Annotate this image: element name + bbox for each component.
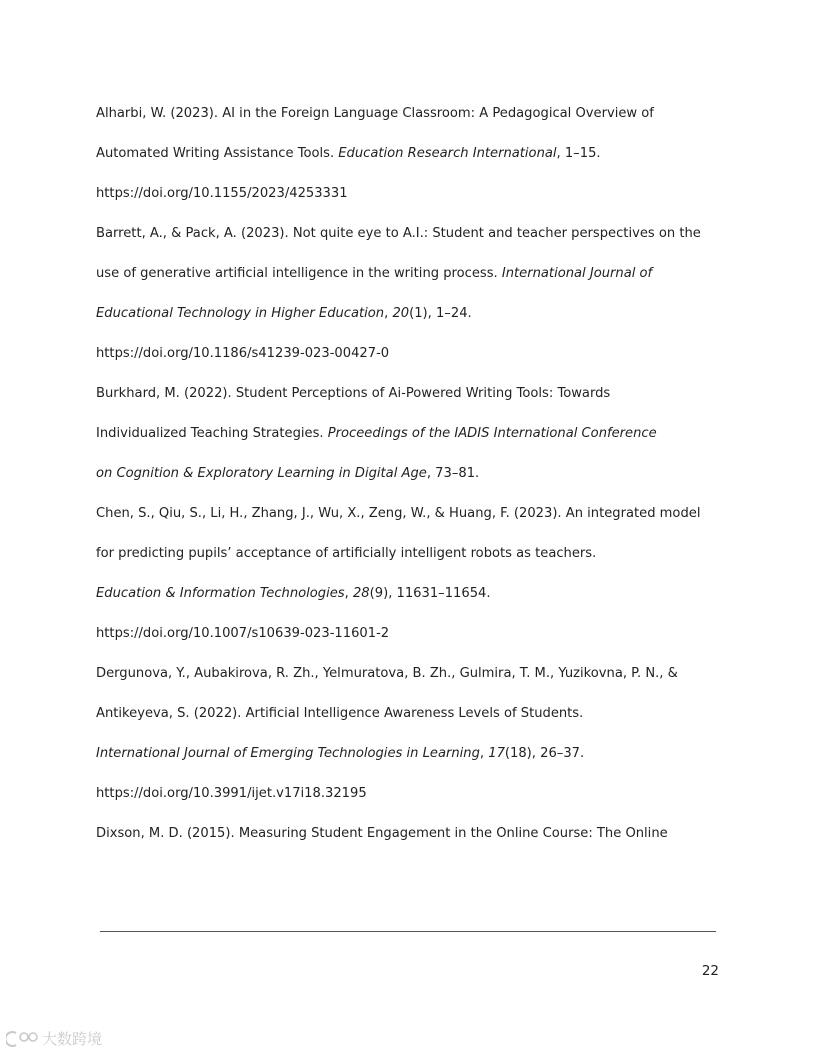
reference-italic-text: 20 xyxy=(392,306,410,321)
watermark xyxy=(6,1028,102,1049)
reference-text: Alharbi, W. (2023). AI in the Foreign Language Classroom: A Pedagogical Overview of xyxy=(96,106,654,121)
reference-line xyxy=(96,374,720,414)
reference-line xyxy=(96,294,720,334)
reference-text: https://doi.org/10.1186/s41239-023-00427-0 xyxy=(96,346,390,361)
reference-line xyxy=(96,574,720,614)
reference-line xyxy=(96,134,720,174)
reference-text: Individualized Teaching Strategies. xyxy=(96,426,328,441)
reference-italic-text: Proceedings of the IADIS International Conference xyxy=(327,426,657,441)
reference-line xyxy=(96,254,720,294)
reference-italic-text: Education Research International xyxy=(338,146,557,161)
reference-italic-text: Education & Information Technologies xyxy=(96,586,345,601)
reference-line xyxy=(96,734,720,774)
reference-line xyxy=(96,454,720,494)
reference-text: , 1–15. xyxy=(556,146,601,161)
reference-line xyxy=(96,614,720,654)
watermark-logo-icon xyxy=(6,1029,40,1049)
reference-italic-text: Educational Technology in Higher Education xyxy=(96,306,385,321)
page-number: 22 xyxy=(701,963,719,979)
reference-line xyxy=(96,494,720,534)
reference-text: (18), 26–37. xyxy=(504,746,585,761)
reference-italic-text: 17 xyxy=(488,746,505,761)
reference-line xyxy=(96,534,720,574)
reference-italic-text: International Journal of xyxy=(501,266,653,281)
reference-text: https://doi.org/10.3991/ijet.v17i18.32195 xyxy=(96,786,367,801)
watermark-text: 大数跨境 xyxy=(42,1030,103,1048)
reference-line xyxy=(96,774,720,814)
reference-text: https://doi.org/10.1155/2023/4253331 xyxy=(96,186,348,201)
reference-text: Dixson, M. D. (2015). Measuring Student Engagement in the Online Course: The Online xyxy=(96,826,668,841)
reference-entry xyxy=(96,494,720,654)
reference-entry xyxy=(96,94,720,214)
reference-entry xyxy=(96,374,720,494)
reference-line xyxy=(96,654,720,694)
reference-line xyxy=(96,694,720,734)
reference-line xyxy=(96,174,720,214)
reference-list xyxy=(96,94,720,854)
reference-line xyxy=(96,214,720,254)
reference-entry xyxy=(96,814,720,854)
reference-text: Automated Writing Assistance Tools. xyxy=(96,146,339,161)
reference-line xyxy=(96,814,720,854)
reference-text: Barrett, A., & Pack, A. (2023). Not quite eye to A.I.: Student and teacher perspectives on the xyxy=(96,226,701,241)
reference-line xyxy=(96,334,720,374)
reference-text: (9), 11631–11654. xyxy=(369,586,491,601)
reference-text: Dergunova, Y., Aubakirova, R. Zh., Yelmuratova, B. Zh., Gulmira, T. M., Yuzikovna, P. N., & xyxy=(96,666,678,681)
reference-entry xyxy=(96,654,720,814)
reference-text: , xyxy=(479,746,489,761)
reference-italic-text: 28 xyxy=(352,586,370,601)
reference-text: https://doi.org/10.1007/s10639-023-11601-2 xyxy=(96,626,390,641)
reference-text: Antikeyeva, S. (2022). Artificial Intelligence Awareness Levels of Students. xyxy=(96,706,584,721)
reference-text: (1), 1–24. xyxy=(409,306,472,321)
reference-text: Burkhard, M. (2022). Student Perceptions of Ai-Powered Writing Tools: Towards xyxy=(96,386,611,401)
reference-entry xyxy=(96,214,720,374)
reference-line xyxy=(96,94,720,134)
reference-text: , xyxy=(344,586,353,601)
reference-italic-text: on Cognition & Exploratory Learning in Digital Age xyxy=(96,466,427,481)
reference-italic-text: International Journal of Emerging Technologies in Learning xyxy=(96,746,480,761)
reference-text: for predicting pupils’ acceptance of artificially intelligent robots as teachers. xyxy=(96,546,597,561)
reference-text: Chen, S., Qiu, S., Li, H., Zhang, J., Wu, X., Zeng, W., & Huang, F. (2023). An integrated model xyxy=(96,506,701,521)
reference-line xyxy=(96,414,720,454)
reference-text: , xyxy=(384,306,393,321)
reference-text: use of generative artificial intelligence in the writing process. xyxy=(96,266,502,281)
footer-divider xyxy=(100,931,716,932)
reference-text: , 73–81. xyxy=(426,466,480,481)
